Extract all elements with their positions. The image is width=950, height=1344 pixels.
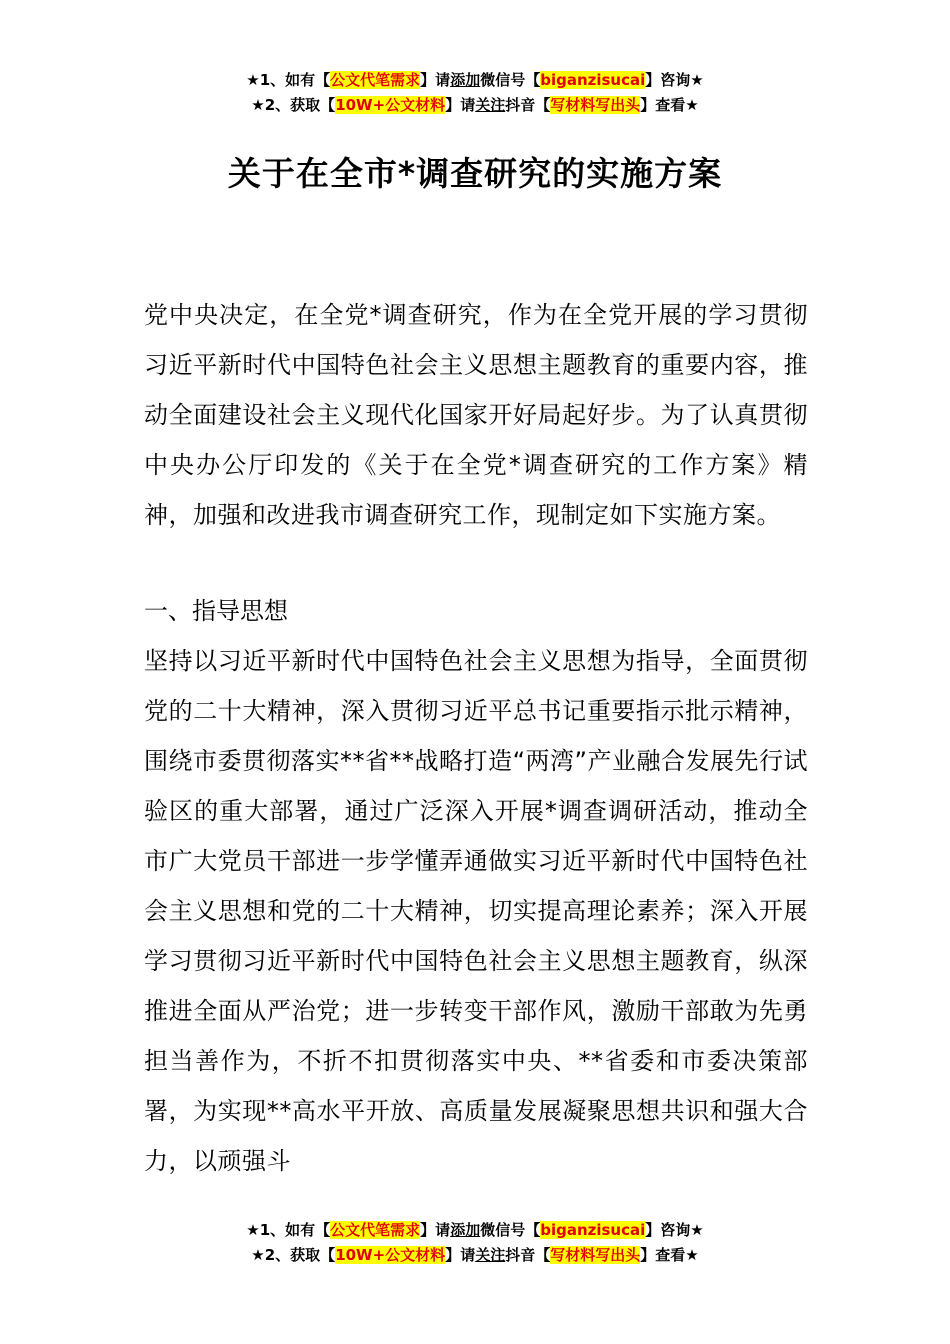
banner-highlight: 10W+公文材料 [335, 1246, 446, 1264]
banner-text: ★1、如有【 [246, 71, 331, 89]
banner-highlight: biganzisucai [540, 71, 646, 89]
section-paragraph: 坚持以习近平新时代中国特色社会主义思想为指导，全面贯彻党的二十大精神，深入贯彻习近平总书记重要指示批示精神，围绕市委贯彻落实**省**战略打造“两湾”产业融合发展先行试验区的重大部署，通过广泛深入开展*调查调研活动，推动全市广大党员干部进一步学懂弄通做实习近平新时代中国特色社会主义思想和党的二十大精神，切实提高理论素养；深入开展学习贯彻习近平新时代中国特色社会主义思想主题教育，纵深推进全面从严治党；进一步转变干部作风，激励干部敢为先勇担当善作为，不折不扣贯彻落实中央、**省委和市委决策部署，为实现**高水平开放、高质量发展凝聚思想共识和强大合力，以顽强斗 [144, 647, 808, 1175]
banner-text: 抖音【 [505, 96, 551, 114]
banner-text: ★1、如有【 [246, 1221, 331, 1239]
banner-text: 】咨询★ [645, 1221, 704, 1239]
banner-highlight: 公文代笔需求 [330, 1221, 421, 1239]
banner-highlight: 写材料写出头 [550, 1246, 641, 1264]
banner-keyword: 添加 [450, 71, 481, 89]
banner-text: ★2、获取【 [251, 96, 336, 114]
banner-keyword: 关注 [475, 1246, 506, 1264]
banner-text: 】请 [420, 71, 451, 89]
banner-text: 】查看★ [640, 96, 699, 114]
intro-paragraph: 党中央决定，在全党*调查研究，作为在全党开展的学习贯彻习近平新时代中国特色社会主义思想主题教育的重要内容，推动全面建设社会主义现代化国家开好局起好步。为了认真贯彻中央办公厅印发的《关于在全党*调查研究的工作方案》精神，加强和改进我市调查研究工作，现制定如下实施方案。 [144, 301, 808, 529]
banner-highlight: biganzisucai [540, 1221, 646, 1239]
banner-text: 】请 [420, 1221, 451, 1239]
footer-banner-line-2 [0, 1244, 950, 1266]
footer-banner-line-1 [0, 1219, 950, 1241]
banner-text: ★2、获取【 [251, 1246, 336, 1264]
header-banner-line-2 [0, 94, 950, 116]
section-heading: 一、指导思想 [144, 597, 288, 625]
banner-text: 微信号【 [480, 1221, 541, 1239]
banner-keyword: 关注 [475, 96, 506, 114]
banner-highlight: 10W+公文材料 [335, 96, 446, 114]
banner-highlight: 写材料写出头 [550, 96, 641, 114]
header-banner-line-1 [0, 69, 950, 91]
banner-text: 】请 [445, 96, 476, 114]
banner-text: 抖音【 [505, 1246, 551, 1264]
banner-keyword: 添加 [450, 1221, 481, 1239]
document-title: 关于在全市*调查研究的实施方案 [227, 154, 723, 193]
banner-text: 】查看★ [640, 1246, 699, 1264]
banner-text: 】请 [445, 1246, 476, 1264]
banner-text: 】咨询★ [645, 71, 704, 89]
banner-text: 微信号【 [480, 71, 541, 89]
banner-highlight: 公文代笔需求 [330, 71, 421, 89]
